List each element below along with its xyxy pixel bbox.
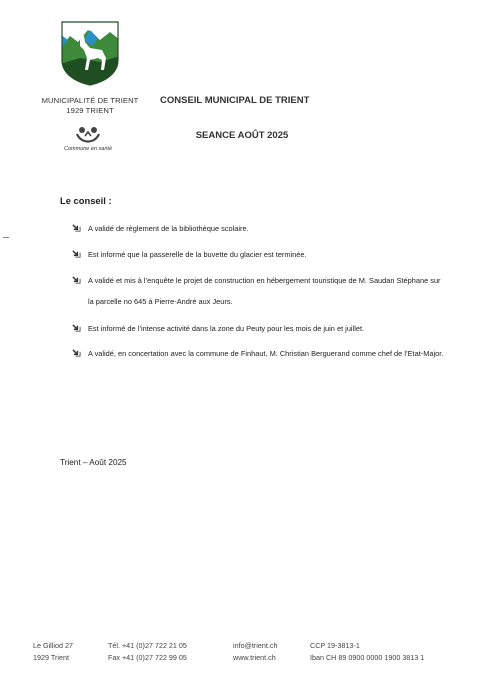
arrow-down-right-icon bbox=[72, 250, 81, 259]
footer-contact bbox=[233, 640, 277, 664]
list-item bbox=[72, 270, 448, 312]
document-subtitle: SEANCE AOÛT 2025 bbox=[195, 130, 289, 141]
municipality-line2: 1929 TRIENT bbox=[66, 105, 114, 115]
footer-fax: Fax +41 (0)27 722 99 05 bbox=[108, 653, 187, 662]
list-item-text: Est informé de l’intense activité dans la zone du Peuty pour les mois de juin et juillet. bbox=[88, 324, 365, 333]
commune-en-sante-label: Commune en santé bbox=[64, 146, 112, 152]
list-item-text: A validé, en concertation avec la commune de Finhaut, M. Christian Berguerand comme chef de l’Etat-Major. bbox=[88, 349, 444, 358]
footer-address-line2: 1929 Trient bbox=[33, 653, 69, 662]
section-heading: Le conseil : bbox=[60, 195, 112, 206]
footer-email[interactable]: info@trient.ch bbox=[233, 641, 278, 650]
arrow-down-right-icon bbox=[72, 224, 81, 233]
list-item bbox=[72, 218, 448, 239]
arrow-down-right-icon bbox=[72, 349, 81, 358]
commune-en-sante-logo bbox=[73, 124, 103, 146]
document-title: CONSEIL MUNICIPAL DE TRIENT bbox=[160, 95, 310, 106]
footer-phone-fax bbox=[108, 640, 187, 664]
footer-ccp: CCP 19-3813-1 bbox=[310, 641, 360, 650]
margin-mark bbox=[3, 237, 9, 238]
list-item bbox=[72, 343, 448, 364]
list-item-text: A validé et mis à l’enquête le projet de construction en hébergement touristique de M. Saudan Stéphane sur la parcelle no 645 à Pierre-André aux Jeurs. bbox=[88, 276, 441, 306]
footer-banking bbox=[310, 640, 424, 664]
list-item bbox=[72, 244, 448, 265]
footer-address-line1: Le Gilliod 27 bbox=[33, 641, 73, 650]
municipality-line1: MUNICIPALITÉ DE TRIENT bbox=[41, 96, 139, 105]
list-item-text: A validé de règlement de la bibliothèque scolaire. bbox=[88, 224, 249, 233]
footer-phone: Tél. +41 (0)27 722 21 05 bbox=[108, 641, 187, 650]
list-item bbox=[72, 318, 448, 339]
footer-iban: Iban CH 89 0900 0000 1900 3813 1 bbox=[310, 653, 425, 662]
list-item-text: Est informé que la passerelle de la buvette du glacier est terminée. bbox=[88, 250, 307, 259]
arrow-down-right-icon bbox=[72, 276, 81, 285]
footer-web[interactable]: www.trient.ch bbox=[233, 653, 276, 662]
footer-address bbox=[33, 640, 73, 664]
signoff-date: Trient – Août 2025 bbox=[60, 458, 127, 467]
municipality-crest-logo bbox=[60, 20, 120, 86]
arrow-down-right-icon bbox=[72, 324, 81, 333]
municipality-name bbox=[30, 96, 150, 115]
